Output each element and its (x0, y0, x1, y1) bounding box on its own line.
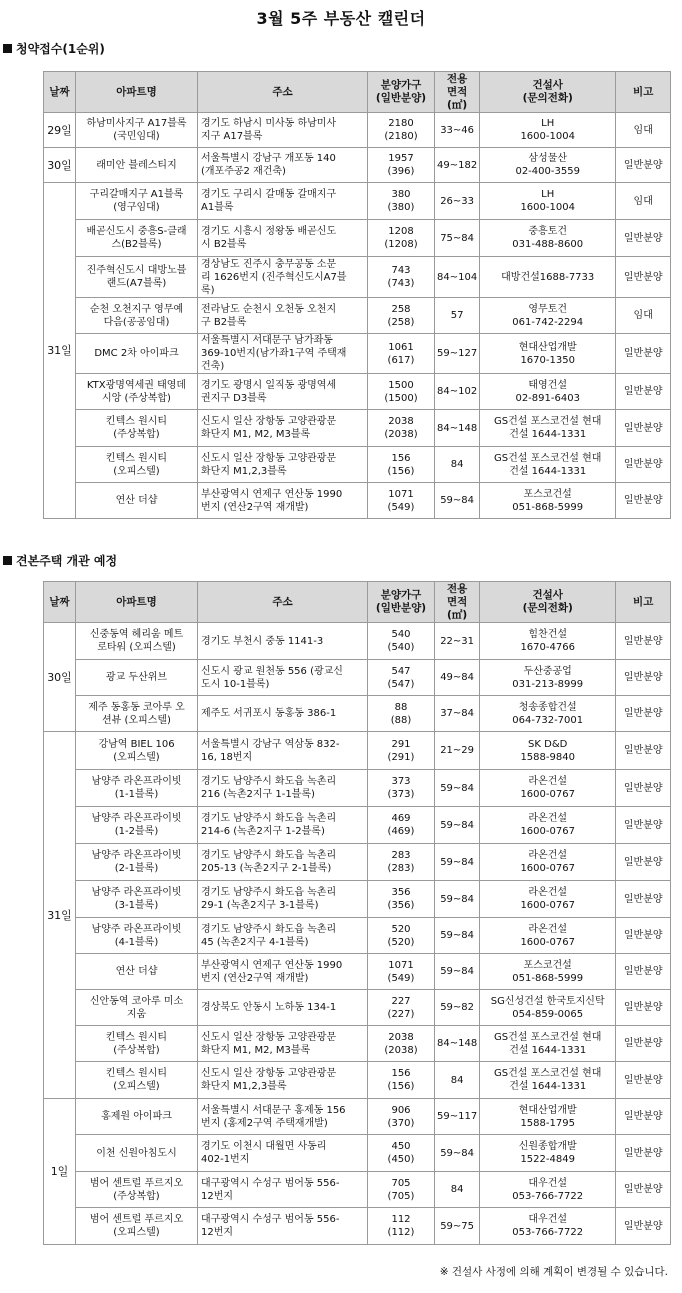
area-cell: 57 (435, 298, 480, 334)
table-row (44, 807, 671, 844)
table-row (44, 1172, 671, 1208)
note-cell: 일반분양 (616, 447, 671, 483)
apartment-name-cell: 홍제원 아이파크 (76, 1099, 198, 1135)
note-cell: 임대 (616, 183, 671, 220)
address-cell: 경기도 남양주시 화도읍 녹촌리 216 (녹촌2지구 1-1블록) (198, 770, 368, 807)
address-cell: 경기도 남양주시 화도읍 녹촌리 205-13 (녹촌2지구 2-1블록) (198, 844, 368, 881)
table-row (44, 623, 671, 660)
builder-cell: GS건설 포스코건설 현대 건설 1644-1331 (480, 447, 616, 483)
subscription-table (43, 71, 671, 519)
header-date: 날짜 (44, 582, 76, 623)
note-cell: 임대 (616, 113, 671, 148)
area-cell: 22~31 (435, 623, 480, 660)
builder-cell: LH 1600-1004 (480, 183, 616, 220)
units-cell: 469 (469) (368, 807, 435, 844)
address-cell: 경기도 구리시 갈매동 갈매지구 A1블록 (198, 183, 368, 220)
units-cell: 1071 (549) (368, 954, 435, 990)
date-cell: 30일 (44, 623, 76, 732)
apartment-name-cell: 진주혁신도시 대방노블 랜드(A7블록) (76, 257, 198, 298)
units-cell: 1071 (549) (368, 483, 435, 519)
square-bullet-icon (3, 44, 12, 53)
area-cell: 75~84 (435, 220, 480, 257)
builder-cell: SG신성건설 한국토지신탁 054-859-0065 (480, 990, 616, 1026)
area-cell: 49~182 (435, 148, 480, 183)
model-house-table (43, 581, 671, 1245)
apartment-name-cell: 제주 동홍동 코아루 오 션뷰 (오피스텔) (76, 696, 198, 732)
units-cell: 283 (283) (368, 844, 435, 881)
note-cell: 일반분양 (616, 623, 671, 660)
header-units: 분양가구 (일반분양) (368, 582, 435, 623)
apartment-name-cell: 범어 센트럴 푸르지오 (오피스텔) (76, 1208, 198, 1245)
units-cell: 356 (356) (368, 881, 435, 918)
date-cell: 31일 (44, 183, 76, 519)
area-cell: 26~33 (435, 183, 480, 220)
table-row (44, 732, 671, 770)
note-cell: 일반분양 (616, 732, 671, 770)
area-cell: 84 (435, 1062, 480, 1099)
note-cell: 일반분양 (616, 770, 671, 807)
area-cell: 84 (435, 1172, 480, 1208)
area-cell: 59~84 (435, 483, 480, 519)
apartment-name-cell: 남양주 라온프라이빗 (3-1블록) (76, 881, 198, 918)
note-cell: 일반분양 (616, 954, 671, 990)
builder-cell: GS건설 포스코건설 현대 건설 1644-1331 (480, 1062, 616, 1099)
footnote: ※ 건설사 사정에 의해 계획이 변경될 수 있습니다. (439, 1266, 668, 1278)
section-title-model-house: 견본주택 개관 예정 (3, 552, 117, 569)
apartment-name-cell: 킨텍스 원시티 (오피스텔) (76, 447, 198, 483)
page-title: 3월 5주 부동산 캘린더 (256, 9, 426, 28)
builder-cell: 대우건설 053-766-7722 (480, 1208, 616, 1245)
address-cell: 경기도 남양주시 화도읍 녹촌리 45 (녹촌2지구 4-1블록) (198, 918, 368, 954)
units-cell: 540 (540) (368, 623, 435, 660)
table-row (44, 1062, 671, 1099)
table-row (44, 483, 671, 519)
note-cell: 일반분양 (616, 807, 671, 844)
table-row (44, 990, 671, 1026)
area-cell: 84 (435, 447, 480, 483)
builder-cell: 대방건설1688-7733 (480, 257, 616, 298)
table-row (44, 1135, 671, 1172)
builder-cell: 대우건설 053-766-7722 (480, 1172, 616, 1208)
table-row (44, 374, 671, 410)
table-row (44, 1026, 671, 1062)
apartment-name-cell: 남양주 라온프라이빗 (2-1블록) (76, 844, 198, 881)
address-cell: 경기도 이천시 대월면 사동리 402-1번지 (198, 1135, 368, 1172)
units-cell: 450 (450) (368, 1135, 435, 1172)
address-cell: 경기도 남양주시 화도읍 녹촌리 29-1 (녹촌2지구 3-1블록) (198, 881, 368, 918)
table-header-row (44, 582, 671, 623)
apartment-name-cell: 킨텍스 원시티 (오피스텔) (76, 1062, 198, 1099)
header-date: 날짜 (44, 72, 76, 113)
table-row (44, 113, 671, 148)
note-cell: 일반분양 (616, 1208, 671, 1245)
builder-cell: GS건설 포스코건설 현대 건설 1644-1331 (480, 410, 616, 447)
units-cell: 258 (258) (368, 298, 435, 334)
units-cell: 380 (380) (368, 183, 435, 220)
note-cell: 일반분양 (616, 374, 671, 410)
date-cell: 29일 (44, 113, 76, 148)
apartment-name-cell: DMC 2차 아이파크 (76, 334, 198, 374)
units-cell: 2038 (2038) (368, 1026, 435, 1062)
table-row (44, 881, 671, 918)
note-cell: 일반분양 (616, 1026, 671, 1062)
header-address: 주소 (198, 582, 368, 623)
area-cell: 59~127 (435, 334, 480, 374)
apartment-name-cell: 하남미사지구 A17블록 (국민임대) (76, 113, 198, 148)
units-cell: 156 (156) (368, 1062, 435, 1099)
table-row (44, 696, 671, 732)
table-row (44, 183, 671, 220)
note-cell: 일반분양 (616, 410, 671, 447)
apartment-name-cell: 남양주 라온프라이빗 (4-1블록) (76, 918, 198, 954)
apartment-name-cell: 순천 오천지구 영무예 다음(공공임대) (76, 298, 198, 334)
address-cell: 제주도 서귀포시 동홍동 386-1 (198, 696, 368, 732)
area-cell: 84~104 (435, 257, 480, 298)
note-cell: 일반분양 (616, 334, 671, 374)
apartment-name-cell: 구리갈매지구 A1블록 (영구임대) (76, 183, 198, 220)
units-cell: 1500 (1500) (368, 374, 435, 410)
area-cell: 37~84 (435, 696, 480, 732)
area-cell: 59~84 (435, 844, 480, 881)
address-cell: 서울특별시 강남구 역삼동 832- 16, 18번지 (198, 732, 368, 770)
units-cell: 1061 (617) (368, 334, 435, 374)
note-cell: 일반분양 (616, 1099, 671, 1135)
units-cell: 373 (373) (368, 770, 435, 807)
units-cell: 1957 (396) (368, 148, 435, 183)
area-cell: 59~82 (435, 990, 480, 1026)
area-cell: 59~84 (435, 954, 480, 990)
note-cell: 임대 (616, 298, 671, 334)
apartment-name-cell: KTX광명역세권 태영데 시앙 (주상복합) (76, 374, 198, 410)
units-cell: 2180 (2180) (368, 113, 435, 148)
address-cell: 신도시 일산 장항동 고양관광문 화단지 M1,2,3블록 (198, 1062, 368, 1099)
table-row (44, 954, 671, 990)
apartment-name-cell: 범어 센트럴 푸르지오 (주상복합) (76, 1172, 198, 1208)
note-cell: 일반분양 (616, 660, 671, 696)
address-cell: 서울특별시 강남구 개포동 140 (개포주공2 재건축) (198, 148, 368, 183)
date-cell: 1일 (44, 1099, 76, 1245)
note-cell: 일반분양 (616, 483, 671, 519)
area-cell: 49~84 (435, 660, 480, 696)
address-cell: 서울특별시 서대문구 홍제동 156 번지 (홍제2구역 주택재개발) (198, 1099, 368, 1135)
table-header-row (44, 72, 671, 113)
builder-cell: 중흥토건 031-488-8600 (480, 220, 616, 257)
header-apartment: 아파트명 (76, 72, 198, 113)
builder-cell: 두산중공업 031-213-8999 (480, 660, 616, 696)
builder-cell: 라온건설 1600-0767 (480, 881, 616, 918)
note-cell: 일반분양 (616, 990, 671, 1026)
builder-cell: 신원종합개발 1522-4849 (480, 1135, 616, 1172)
area-cell: 84~102 (435, 374, 480, 410)
header-note: 비고 (616, 582, 671, 623)
apartment-name-cell: 배곧신도시 중흥S-클래 스(B2블록) (76, 220, 198, 257)
table-row (44, 298, 671, 334)
builder-cell: 라온건설 1600-0767 (480, 918, 616, 954)
note-cell: 일반분양 (616, 1135, 671, 1172)
units-cell: 743 (743) (368, 257, 435, 298)
builder-cell: 현대산업개발 1588-1795 (480, 1099, 616, 1135)
area-cell: 59~84 (435, 770, 480, 807)
units-cell: 2038 (2038) (368, 410, 435, 447)
apartment-name-cell: 신중동역 헤리움 메트 로타워 (오피스텔) (76, 623, 198, 660)
apartment-name-cell: 연산 더샵 (76, 954, 198, 990)
units-cell: 291 (291) (368, 732, 435, 770)
note-cell: 일반분양 (616, 881, 671, 918)
builder-cell: SK D&D 1588-9840 (480, 732, 616, 770)
builder-cell: 포스코건설 051-868-5999 (480, 954, 616, 990)
builder-cell: 청송종합건설 064-732-7001 (480, 696, 616, 732)
square-bullet-icon (3, 556, 12, 565)
area-cell: 59~84 (435, 807, 480, 844)
address-cell: 경기도 시흥시 정왕동 배곧신도 시 B2블록 (198, 220, 368, 257)
address-cell: 경기도 광명시 일직동 광명역세 권지구 D3블록 (198, 374, 368, 410)
apartment-name-cell: 연산 더샵 (76, 483, 198, 519)
header-area: 전용 면적 (㎡) (435, 72, 480, 113)
apartment-name-cell: 래미안 블레스티지 (76, 148, 198, 183)
apartment-name-cell: 광교 두산위브 (76, 660, 198, 696)
units-cell: 88 (88) (368, 696, 435, 732)
area-cell: 59~84 (435, 1135, 480, 1172)
apartment-name-cell: 남양주 라온프라이빗 (1-1블록) (76, 770, 198, 807)
builder-cell: 삼성물산 02-400-3559 (480, 148, 616, 183)
units-cell: 112 (112) (368, 1208, 435, 1245)
builder-cell: LH 1600-1004 (480, 113, 616, 148)
note-cell: 일반분양 (616, 1172, 671, 1208)
units-cell: 520 (520) (368, 918, 435, 954)
table-row (44, 410, 671, 447)
area-cell: 84~148 (435, 1026, 480, 1062)
area-cell: 84~148 (435, 410, 480, 447)
units-cell: 1208 (1208) (368, 220, 435, 257)
note-cell: 일반분양 (616, 844, 671, 881)
address-cell: 경상북도 안동시 노하동 134-1 (198, 990, 368, 1026)
builder-cell: 라온건설 1600-0767 (480, 807, 616, 844)
header-note: 비고 (616, 72, 671, 113)
apartment-name-cell: 남양주 라온프라이빗 (1-2블록) (76, 807, 198, 844)
note-cell: 일반분양 (616, 1062, 671, 1099)
area-cell: 59~84 (435, 918, 480, 954)
builder-cell: 라온건설 1600-0767 (480, 770, 616, 807)
note-cell: 일반분양 (616, 257, 671, 298)
builder-cell: 힘찬건설 1670-4766 (480, 623, 616, 660)
address-cell: 신도시 일산 장항동 고양관광문 화단지 M1, M2, M3블록 (198, 410, 368, 447)
area-cell: 59~75 (435, 1208, 480, 1245)
area-cell: 59~117 (435, 1099, 480, 1135)
table-row (44, 220, 671, 257)
address-cell: 서울특별시 서대문구 남가좌동 369-10번지(남가좌1구역 주택재 건축) (198, 334, 368, 374)
address-cell: 신도시 광교 원천동 556 (광교신 도시 10-1블록) (198, 660, 368, 696)
address-cell: 부산광역시 연제구 연산동 1990 번지 (연산2구역 재개발) (198, 954, 368, 990)
area-cell: 59~84 (435, 881, 480, 918)
area-cell: 21~29 (435, 732, 480, 770)
table-row (44, 770, 671, 807)
address-cell: 경기도 남양주시 화도읍 녹촌리 214-6 (녹촌2지구 1-2블록) (198, 807, 368, 844)
note-cell: 일반분양 (616, 220, 671, 257)
apartment-name-cell: 강남역 BIEL 106 (오피스텔) (76, 732, 198, 770)
table-row (44, 257, 671, 298)
header-builder: 건설사 (문의전화) (480, 72, 616, 113)
header-builder: 건설사 (문의전화) (480, 582, 616, 623)
header-units: 분양가구 (일반분양) (368, 72, 435, 113)
header-address: 주소 (198, 72, 368, 113)
section-title-subscription: 청약접수(1순위) (3, 40, 105, 57)
area-cell: 33~46 (435, 113, 480, 148)
units-cell: 156 (156) (368, 447, 435, 483)
address-cell: 대구광역시 수성구 범어동 556- 12번지 (198, 1208, 368, 1245)
address-cell: 경기도 부천시 중동 1141-3 (198, 623, 368, 660)
builder-cell: 포스코건설 051-868-5999 (480, 483, 616, 519)
apartment-name-cell: 신안동역 코아루 미소 지움 (76, 990, 198, 1026)
builder-cell: GS건설 포스코건설 현대 건설 1644-1331 (480, 1026, 616, 1062)
builder-cell: 태영건설 02-891-6403 (480, 374, 616, 410)
header-apartment: 아파트명 (76, 582, 198, 623)
apartment-name-cell: 이천 신원아침도시 (76, 1135, 198, 1172)
address-cell: 부산광역시 연제구 연산동 1990 번지 (연산2구역 재개발) (198, 483, 368, 519)
apartment-name-cell: 킨텍스 원시티 (주상복합) (76, 410, 198, 447)
date-cell: 30일 (44, 148, 76, 183)
address-cell: 대구광역시 수성구 범어동 556- 12번지 (198, 1172, 368, 1208)
note-cell: 일반분양 (616, 696, 671, 732)
table-row (44, 148, 671, 183)
note-cell: 일반분양 (616, 148, 671, 183)
builder-cell: 현대산업개발 1670-1350 (480, 334, 616, 374)
address-cell: 신도시 일산 장항동 고양관광문 화단지 M1, M2, M3블록 (198, 1026, 368, 1062)
table-row (44, 918, 671, 954)
address-cell: 경기도 하남시 미사동 하남미사 지구 A17블록 (198, 113, 368, 148)
units-cell: 227 (227) (368, 990, 435, 1026)
builder-cell: 라온건설 1600-0767 (480, 844, 616, 881)
address-cell: 신도시 일산 장항동 고양관광문 화단지 M1,2,3블록 (198, 447, 368, 483)
table-row (44, 660, 671, 696)
apartment-name-cell: 킨텍스 원시티 (주상복합) (76, 1026, 198, 1062)
table-row (44, 1208, 671, 1245)
note-cell: 일반분양 (616, 918, 671, 954)
units-cell: 906 (370) (368, 1099, 435, 1135)
address-cell: 전라남도 순천시 오천동 오천지 구 B2블록 (198, 298, 368, 334)
units-cell: 705 (705) (368, 1172, 435, 1208)
header-area: 전용 면적 (㎡) (435, 582, 480, 623)
date-cell: 31일 (44, 732, 76, 1099)
builder-cell: 영무토건 061-742-2294 (480, 298, 616, 334)
table-row (44, 844, 671, 881)
units-cell: 547 (547) (368, 660, 435, 696)
address-cell: 경상남도 진주시 충무공동 소문 리 1626번지 (진주혁신도시A7블 록) (198, 257, 368, 298)
table-row (44, 1099, 671, 1135)
table-row (44, 334, 671, 374)
table-row (44, 447, 671, 483)
